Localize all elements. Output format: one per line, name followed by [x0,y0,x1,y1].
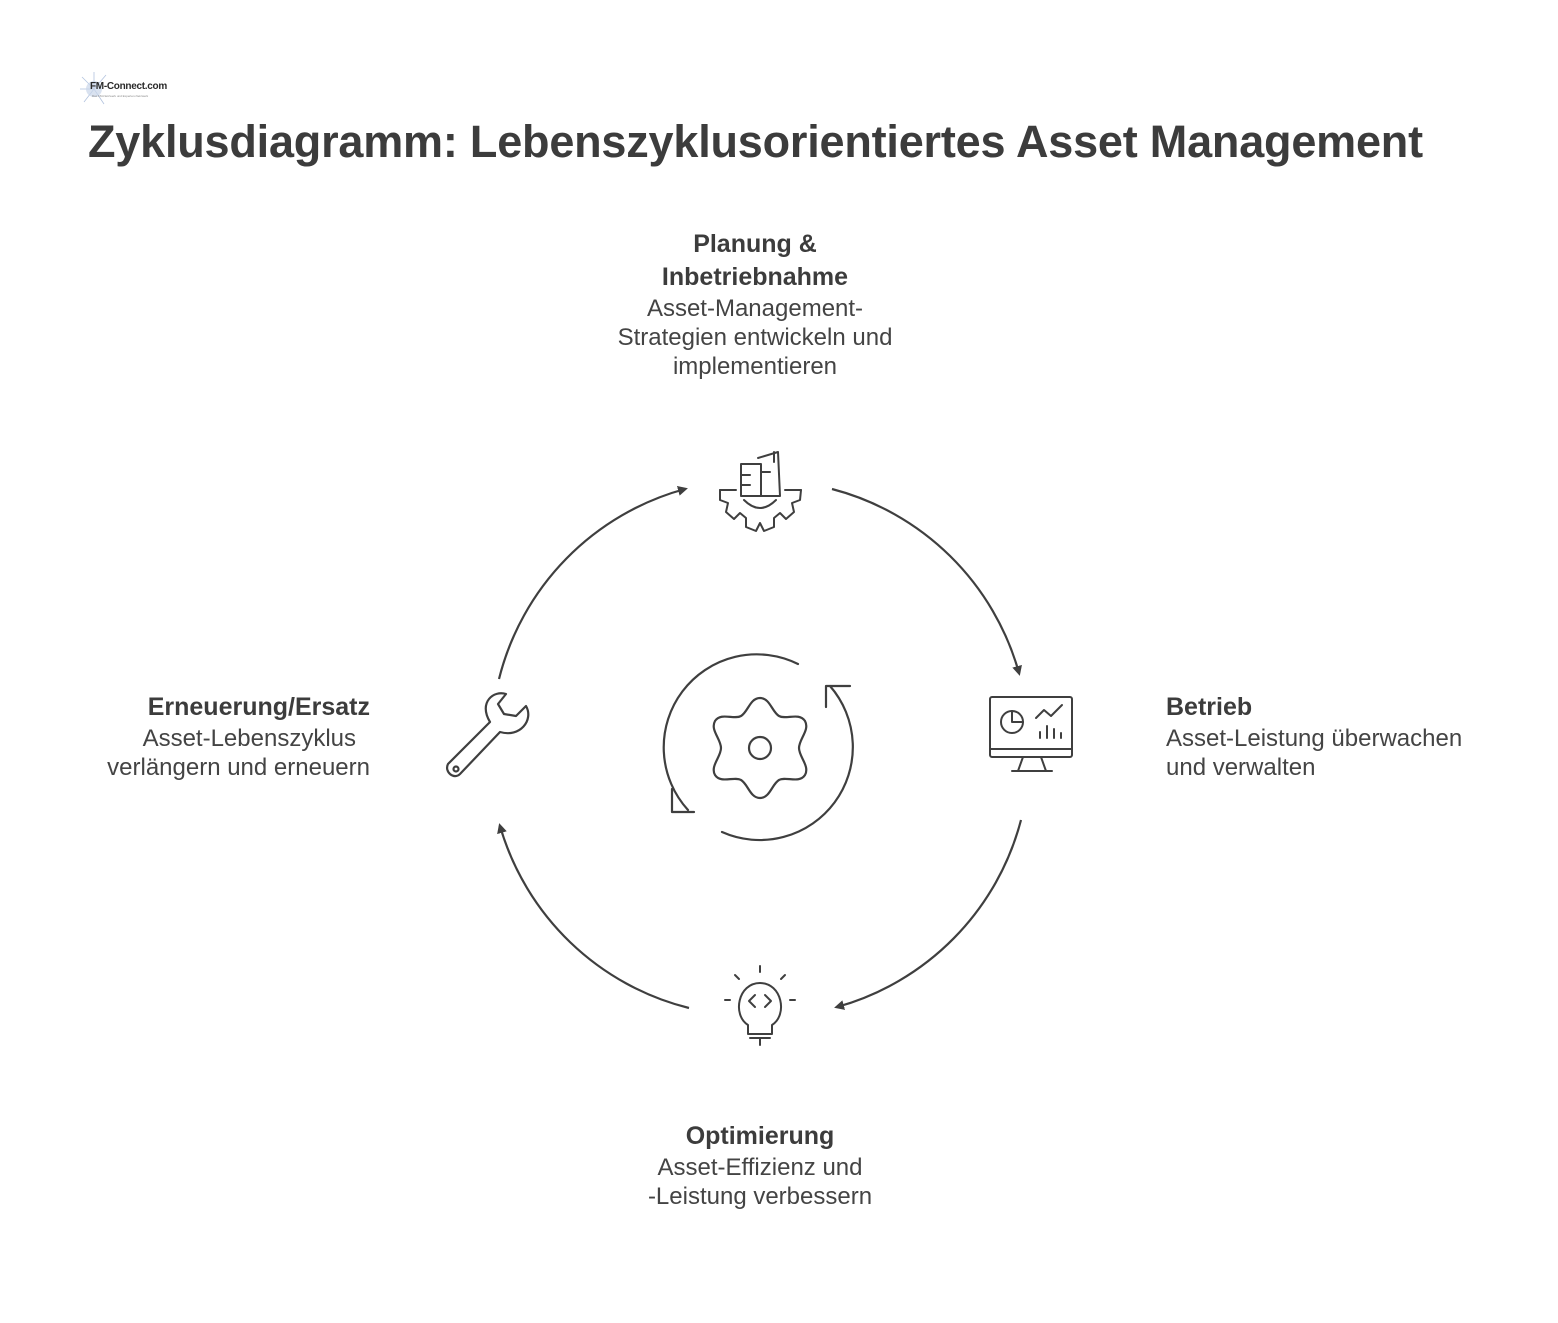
stage-operation-label: Betrieb [1166,693,1253,721]
monitor-chart-icon [990,697,1072,771]
stage-planning-desc [590,294,920,381]
stage-renewal [40,691,370,782]
logo-subtitle: Das FM-Netzwerk und Experten-Netzwerk [92,94,149,98]
stage-planning-desc-line2: Strategien entwickeln und [617,324,893,351]
stage-operation-desc-line2: und verwalten [1166,754,1316,781]
arrow-planning-to-operation [832,489,1019,673]
stage-planning-label [640,228,870,294]
arrow-operation-to-optimization [837,820,1021,1007]
stage-renewal-desc-line1: Asset-Lebenszyklus [142,725,356,752]
stage-planning-label-line2: Inbetriebnahme [661,263,849,291]
logo-text: FM-Connect.com [90,81,167,92]
building-gear-icon [720,452,801,531]
arrow-renewal-to-planning [499,489,685,679]
gear-cycle-icon [664,654,853,840]
stage-optimization-desc-line1: Asset-Effizienz und [657,1154,863,1181]
stage-planning-desc-line3: implementieren [672,353,838,380]
stage-operation-desc-line1: Asset-Leistung überwachen [1166,725,1463,752]
stage-planning [590,228,920,381]
stage-renewal-label: Erneuerung/Ersatz [147,693,370,721]
stage-optimization-desc [600,1153,920,1211]
stage-optimization [600,1120,920,1211]
wrench-icon [447,693,528,776]
lightbulb-code-icon [725,966,795,1045]
stage-optimization-desc-line2: -Leistung verbessern [647,1183,873,1210]
arrow-optimization-to-renewal [500,826,689,1008]
stage-planning-desc-line1: Asset-Management- [646,295,864,322]
stage-renewal-desc-line2: verlängern und erneuern [107,754,370,781]
page-title: Zyklusdiagramm: Lebenszyklusorientiertes Asset Management [88,116,1423,167]
stage-optimization-label: Optimierung [685,1122,835,1150]
stage-operation-desc [1166,724,1506,782]
stage-operation [1166,691,1506,782]
stage-renewal-desc [40,724,370,782]
stage-planning-label-line1: Planung & [693,230,817,258]
